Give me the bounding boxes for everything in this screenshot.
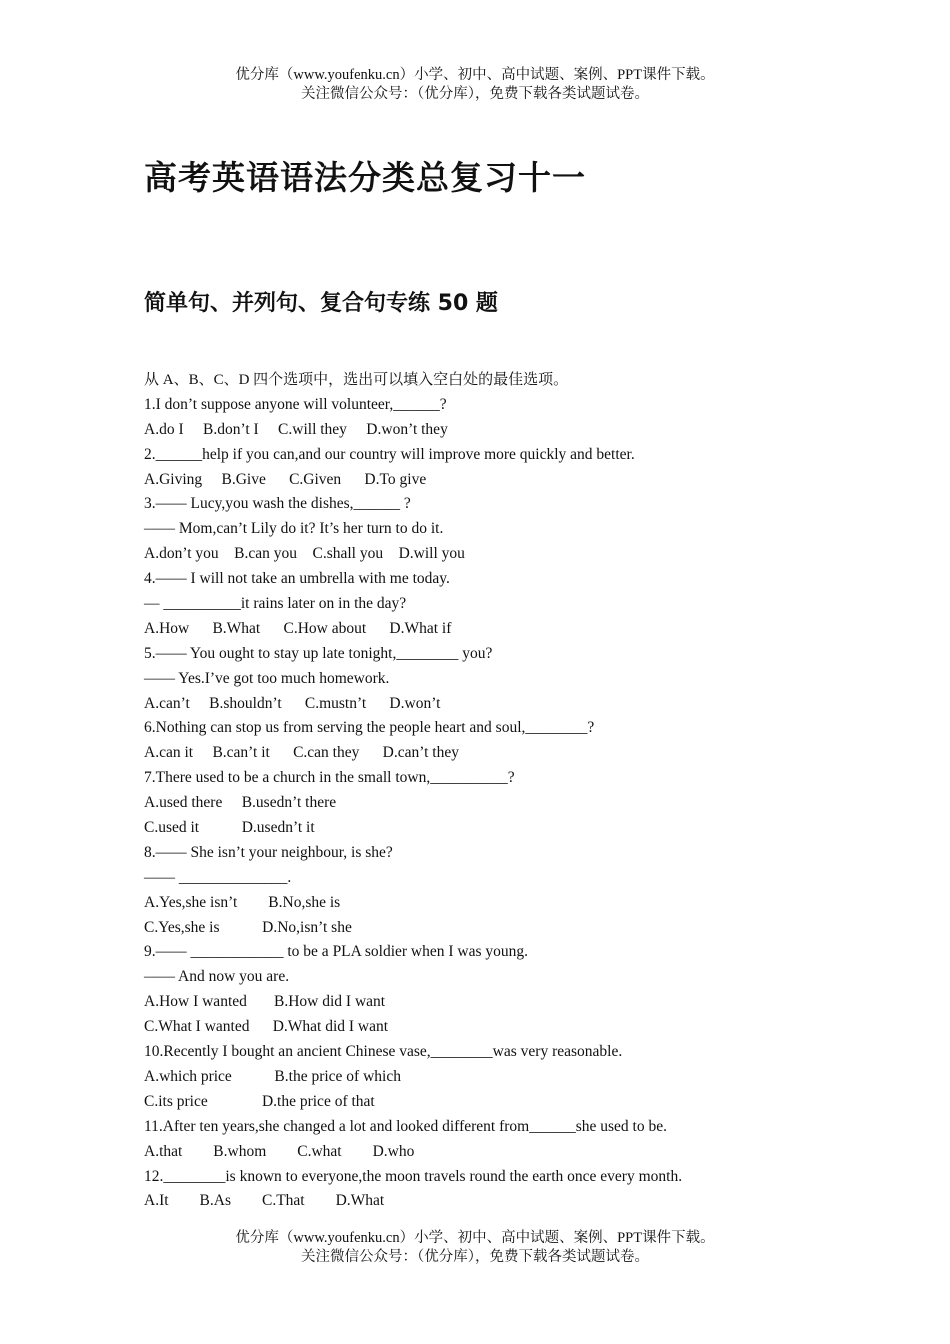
question-line: C.its price D.the price of that [144,1092,375,1110]
question-line: 6.Nothing can stop us from serving the people heart and soul,________? [144,719,595,737]
question-line: A.do I B.don’t I C.will they D.won’t they [144,420,448,438]
question-list [144,393,824,1214]
question-line: 10.Recently I bought an ancient Chinese vase,________was very reasonable. [144,1043,623,1061]
question-line: 2.______help if you can,and our country will improve more quickly and better. [144,445,635,463]
question-line: A.can it B.can’t it C.can they D.can’t they [144,744,459,762]
footer-line-2: 关注微信公众号：（优分库），免费下载各类试题试卷。 [301,1249,649,1265]
header-line-2: 关注微信公众号：（优分库），免费下载各类试题试卷。 [301,86,649,102]
question-line: A.How B.What C.How about D.What if [144,619,452,637]
question-line: A.can’t B.shouldn’t C.mustn’t D.won’t [144,694,441,712]
question-line: A.Yes,she isn’t B.No,she is [144,893,341,911]
document-title: 高考英语语法分类总复习十一 [144,158,586,197]
question-line: 8.—— She isn’t your neighbour, is she? [144,843,393,861]
page-footer [0,1229,950,1267]
question-line: A.that B.whom C.what D.who [144,1142,415,1160]
question-line: 11.After ten years,she changed a lot and looked different from______she used to be. [144,1117,667,1135]
page-header [0,66,950,104]
question-line: A.used there B.usedn’t there [144,794,337,812]
question-line: A.don’t you B.can you C.shall you D.will you [144,545,465,563]
question-line: A.Giving B.Give C.Given D.To give [144,470,427,488]
question-line: 1.I don’t suppose anyone will volunteer,______? [144,395,447,413]
question-line: 4.—— I will not take an umbrella with me today. [144,570,450,588]
exercise-body [144,368,824,1214]
question-line: —— Yes.I’ve got too much homework. [144,669,390,687]
question-line: —— Mom,can’t Lily do it? It’s her turn to do it. [144,520,444,538]
question-line: 7.There used to be a church in the small town,__________? [144,769,515,787]
section-subtitle: 简单句、并列句、复合句专练 50 题 [144,291,498,316]
question-line: C.What I wanted D.What did I want [144,1018,389,1036]
question-line: —— ______________. [144,868,292,886]
instruction-text: 从 A、B、C、D 四个选项中，选出可以填入空白处的最佳选项。 [144,372,569,388]
question-line: 3.—— Lucy,you wash the dishes,______ ? [144,495,411,513]
header-line-1: 优分库（www.youfenku.cn）小学、初中、高中试题、案例、PPT课件下载。 [235,67,715,83]
question-line: 5.—— You ought to stay up late tonight,________ you? [144,644,493,662]
question-line: C.Yes,she is D.No,isn’t she [144,918,352,936]
question-line: A.How I wanted B.How did I want [144,993,386,1011]
question-line: 12.________is known to everyone,the moon travels round the earth once every month. [144,1167,683,1185]
question-line: —— And now you are. [144,968,290,986]
question-line: A.It B.As C.That D.What [144,1192,385,1210]
question-line: C.used it D.usedn’t it [144,819,315,837]
footer-line-1: 优分库（www.youfenku.cn）小学、初中、高中试题、案例、PPT课件下载。 [235,1230,715,1246]
question-line: 9.—— ____________ to be a PLA soldier when I was young. [144,943,529,961]
question-line: — __________it rains later on in the day? [144,595,407,613]
question-line: A.which price B.the price of which [144,1067,401,1085]
